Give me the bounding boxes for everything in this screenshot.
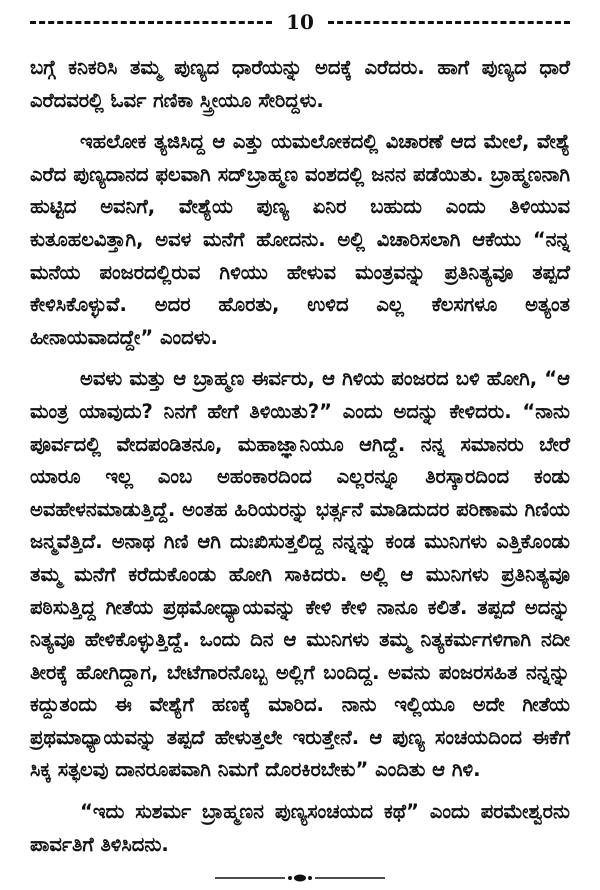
page-number: 10 <box>286 10 314 34</box>
paragraph-4: “ಇದು ಸುಶರ್ಮ ಬ್ರಾಹ್ಮಣನ ಪುಣ್ಯಸಂಚಯದ ಕಥೆ” ಎಂದು ಪರಮೇಶ್ವರನು ಪಾರ್ವತಿಗೆ ತಿಳಿಸಿದನು. <box>30 800 570 856</box>
footer-ornament <box>215 874 385 882</box>
page-header <box>30 12 570 32</box>
header-rule-right <box>328 21 570 24</box>
paragraph-2: ಇಹಲೋಕ ತ್ಯಜಿಸಿದ್ದ ಆ ಎತ್ತು ಯಮಲೋಕದಲ್ಲಿ ವಿಚಾರಣೆ ಆದ ಮೇಲೆ, ವೇಶ್ಯೆ ಎರೆದ ಪುಣ್ಯದಾನದ ಫಲವಾಗಿ ಸದ್‌ಬ್ರಾಹ್ಮಣ ವಂಶದಲ್ಲಿ ಜನನ ಪಡೆಯಿತು. ಬ್ರಾಹ್ಮಣನಾಗಿ ಹುಟ್ಟಿದ ಅವನಿಗೆ, ವೇಶ್ಯೆಯ ಪುಣ್ಯ ಏನಿರ ಬಹುದು ಎಂದು ತಿಳಿಯುವ ಕುತೂಹಲವಿತ್ತಾಗಿ, ಅವಳ ಮನೆಗೆ ಹೋದನು. ಅಲ್ಲಿ ವಿಚಾರಿಸಲಾಗಿ ಆಕೆಯು “ನನ್ನ ಮನೆಯ ಪಂಜರದಲ್ಲಿರುವ ಗಿಳಿಯು ಹೇಳುವ ಮಂತ್ರವನ್ನು ಪ್ರತಿನಿತ್ಯವೂ ತಪ್ಪದೆ ಕೇಳಿಸಿಕೊಳ್ಳುವೆ. ಅದರ ಹೊರತು, ಉಳಿದ ಎಲ್ಲ ಕೆಲಸಗಳೂ ಅತ್ಯಂತ ಹೀನಾಯವಾದದ್ದೇ” ಎಂದಳು. <box>30 130 570 349</box>
paragraph-1: ಬಗ್ಗೆ ಕನಿಕರಿಸಿ ತಮ್ಮ ಪುಣ್ಯದ ಧಾರೆಯನ್ನು ಅದಕ್ಕೆ ಎರೆದರು. ಹಾಗೆ ಪುಣ್ಯದ ಧಾರೆ ಎರೆದವರಲ್ಲಿ ಓರ್ವ ಗಣಿಕಾ ಸ್ತ್ರೀಯೂ ಸೇರಿದ್ದಳು. <box>30 56 570 112</box>
page-body <box>30 52 570 870</box>
paragraph-3: ಅವಳು ಮತ್ತು ಆ ಬ್ರಾಹ್ಮಣ ಈರ್ವರು, ಆ ಗಿಳಿಯ ಪಂಜರದ ಬಳಿ ಹೋಗಿ, “ಆ ಮಂತ್ರ ಯಾವುದು? ನಿನಗೆ ಹೇಗೆ ತಿಳಿಯಿತು?” ಎಂದು ಅದನ್ನು ಕೇಳಿದರು. “ನಾನು ಪೂರ್ವದಲ್ಲಿ ವೇದಪಂಡಿತನೂ, ಮಹಾಜ್ಞಾನಿಯೂ ಆಗಿದ್ದೆ. ನನ್ನ ಸಮಾನರು ಬೇರೆ ಯಾರೂ ಇಲ್ಲ ಎಂಬ ಅಹಂಕಾರದಿಂದ ಎಲ್ಲರನ್ನೂ ತಿರಸ್ಕಾರದಿಂದ ಕಂಡು ಅವಹೇಳನಮಾಡುತ್ತಿದ್ದೆ. ಅಂತಹ ಹಿರಿಯರನ್ನು ಭರ್ತ್ಸನೆ ಮಾಡಿದುದರ ಪರಿಣಾಮ ಗಿಣಿಯ ಜನ್ಮವೆತ್ತಿದೆ. ಅನಾಥ ಗಿಣಿ ಆಗಿ ದುಃಖಿಸುತ್ತಲಿದ್ದ ನನ್ನನ್ನು ಕಂಡ ಮುನಿಗಳು ಎತ್ತಿಕೊಂಡು ತಮ್ಮ ಮನೆಗೆ ಕರೆದುಕೊಂಡು ಹೋಗಿ ಸಾಕಿದರು. ಅಲ್ಲಿ ಆ ಮುನಿಗಳು ಪ್ರತಿನಿತ್ಯವೂ ಪಠಿಸುತ್ತಿದ್ದ ಗೀತೆಯ ಪ್ರಥಮೋಧ್ಯಾಯವನ್ನು ಕೇಳಿ ಕೇಳಿ ನಾನೂ ಕಲಿತೆ. ತಪ್ಪದೆ ಅದನ್ನು ನಿತ್ಯವೂ ಹೇಳಿಕೊಳ್ಳುತ್ತಿದ್ದೆ. ಒಂದು ದಿನ ಆ ಮುನಿಗಳು ತಮ್ಮ ನಿತ್ಯಕರ್ಮಗಳಿಗಾಗಿ ನದೀ ತೀರಕ್ಕೆ ಹೋಗಿದ್ದಾಗ, ಬೇಟೆಗಾರನೊಬ್ಬ ಅಲ್ಲಿಗೆ ಬಂದಿದ್ದ. ಅವನು ಪಂಜರಸಹಿತ ನನ್ನನ್ನು ಕದ್ದುತಂದು ಈ ವೇಶ್ಯೆಗೆ ಹಣಕ್ಕೆ ಮಾರಿದ. ನಾನು ಇಲ್ಲಿಯೂ ಅದೇ ಗೀತೆಯ ಪ್ರಥಮಾಧ್ಯಾಯವನ್ನು ತಪ್ಪದೆ ಹೇಳುತ್ತಲೇ ಇರುತ್ತೇನೆ. ಆ ಪುಣ್ಯ ಸಂಚಯದಿಂದ ಈಕೆಗೆ ಸಿಕ್ಕ ಸತ್ಫಲವು ದಾನರೂಪವಾಗಿ ನಿಮಗೆ ದೊರಕಿರಬೇಕು” ಎಂದಿತು ಆ ಗಿಳಿ. <box>30 367 570 782</box>
header-rule-left <box>30 21 272 24</box>
